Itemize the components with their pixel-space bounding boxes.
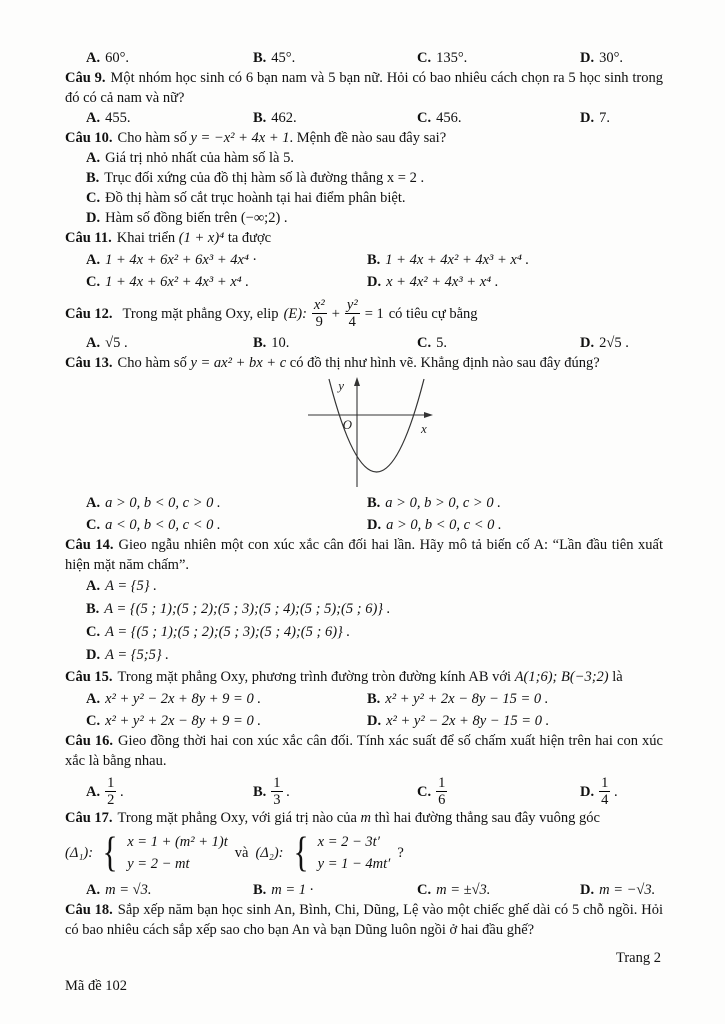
option-letter: C. bbox=[417, 783, 432, 800]
q9-label: Câu 9. bbox=[65, 70, 106, 86]
q17-post: thì hai đường thẳng sau đây vuông góc bbox=[374, 810, 600, 826]
q16-option-b bbox=[253, 775, 417, 808]
fraction-denominator: 6 bbox=[438, 792, 446, 808]
fraction bbox=[271, 775, 282, 808]
option-value: 45°. bbox=[271, 50, 296, 66]
fraction-denominator: 2 bbox=[107, 792, 115, 808]
q15-option-d bbox=[367, 711, 663, 731]
q17-options-row bbox=[86, 880, 663, 900]
option-value: A = {(5 ; 1);(5 ; 2);(5 ; 3);(5 ; 4);(5 ; 6)} . bbox=[105, 624, 351, 640]
q17-m-var: m bbox=[360, 810, 372, 826]
option-letter: D. bbox=[86, 647, 101, 663]
page-number: Trang 2 bbox=[616, 950, 661, 966]
fraction-numerator: x² bbox=[313, 297, 325, 313]
option-value: a > 0, b < 0, c > 0 . bbox=[105, 495, 221, 511]
q9-text bbox=[65, 68, 663, 108]
option-letter: C. bbox=[417, 335, 432, 351]
option-value: x² + y² − 2x + 8y + 9 = 0 . bbox=[105, 691, 261, 707]
delta1-label: (Δ₁): bbox=[65, 845, 94, 861]
option-value: 5. bbox=[436, 335, 447, 351]
q13-pre: Cho hàm số bbox=[117, 355, 187, 371]
q15-option-a bbox=[86, 689, 367, 709]
option-letter: A. bbox=[86, 110, 101, 126]
option-tail: . bbox=[286, 783, 290, 800]
option-letter: B. bbox=[253, 882, 267, 898]
option-value: 10. bbox=[271, 335, 290, 351]
option-letter: A. bbox=[86, 335, 101, 351]
option-letter: B. bbox=[253, 50, 267, 66]
option-value: 1 + 4x + 6x² + 6x³ + 4x⁴ · bbox=[105, 252, 257, 268]
q9-body: Một nhóm học sinh có 6 bạn nam và 5 bạn nữ. Hỏi có bao nhiêu cách chọn ra 5 học sinh trong đó có cả nam và nữ? bbox=[65, 70, 663, 106]
plus-sign: + bbox=[331, 305, 340, 322]
option-value: m = ±√3. bbox=[436, 882, 491, 898]
graph-origin-label: O bbox=[342, 417, 352, 432]
q10-options-list bbox=[65, 148, 663, 228]
q17-pre: Trong mặt phẳng Oxy, với giá trị nào của bbox=[117, 810, 357, 826]
option-letter: D. bbox=[580, 882, 595, 898]
delta1-eq-x: x = 1 + (m² + 1)t bbox=[127, 834, 228, 850]
exam-code: Mã đề 102 bbox=[65, 978, 128, 994]
option-value: 1 + 4x + 6x² + 4x³ + x⁴ . bbox=[105, 274, 249, 290]
q11-option-d bbox=[367, 272, 663, 292]
delta1-equations bbox=[127, 831, 228, 875]
option-letter: B. bbox=[367, 691, 381, 707]
q10-text bbox=[65, 128, 663, 148]
option-letter: A. bbox=[86, 578, 101, 594]
q14-option-d bbox=[86, 644, 663, 667]
option-letter: C. bbox=[417, 882, 432, 898]
q15-label: Câu 15. bbox=[65, 669, 113, 685]
delta2-eq-y: y = 1 − 4mt′ bbox=[317, 856, 391, 872]
q17-option-b bbox=[253, 880, 417, 900]
q8-option-a bbox=[86, 48, 253, 68]
q17-label: Câu 17. bbox=[65, 810, 113, 826]
y-axis-arrow bbox=[354, 377, 360, 386]
question-mark: ? bbox=[397, 845, 404, 861]
option-letter: A. bbox=[86, 882, 101, 898]
delta2-eq-x: x = 2 − 3t′ bbox=[317, 834, 380, 850]
q17-option-d bbox=[580, 880, 663, 900]
q14-body: Gieo ngẫu nhiên một con xúc xắc cân đối hai lần. Hãy mô tả biến cố A: “Lần đầu tiên xuất hiện mặt năm chấm”. bbox=[65, 537, 663, 573]
option-letter: C. bbox=[86, 624, 101, 640]
option-value: m = √3. bbox=[105, 882, 152, 898]
option-value: 7. bbox=[599, 110, 610, 126]
q13-option-d bbox=[367, 515, 663, 535]
q8-option-d bbox=[580, 48, 663, 68]
left-brace: { bbox=[293, 830, 309, 876]
option-value: Đồ thị hàm số cắt trục hoành tại hai điểm phân biệt. bbox=[105, 190, 406, 206]
q14-option-a bbox=[86, 575, 663, 598]
fraction-numerator: 1 bbox=[601, 775, 609, 791]
q10-pre: Cho hàm số bbox=[117, 130, 187, 146]
parabola-graph bbox=[300, 375, 450, 491]
q12-text bbox=[65, 297, 663, 330]
q8-options-row bbox=[86, 48, 663, 68]
option-letter: D. bbox=[86, 210, 101, 226]
option-value: 135°. bbox=[436, 50, 468, 66]
option-value: 1 + 4x + 4x² + 4x³ + x⁴ . bbox=[385, 252, 530, 268]
q13-text bbox=[65, 353, 663, 373]
option-letter: A. bbox=[86, 783, 101, 800]
q14-text bbox=[65, 535, 663, 575]
and-word: và bbox=[234, 845, 249, 861]
q8-option-b bbox=[253, 48, 417, 68]
option-value: a > 0, b < 0, c < 0 . bbox=[386, 517, 502, 533]
q12-pre: Trong mặt phẳng Oxy, elip bbox=[122, 305, 279, 322]
q18-label: Câu 18. bbox=[65, 902, 113, 918]
option-letter: A. bbox=[86, 252, 101, 268]
fraction-numerator: 1 bbox=[438, 775, 446, 791]
option-value: x² + y² + 2x − 8y + 9 = 0 . bbox=[105, 713, 261, 729]
fraction-denominator: 3 bbox=[273, 792, 281, 808]
q15-options-grid bbox=[86, 689, 663, 731]
option-letter: D. bbox=[580, 335, 595, 351]
fraction-numerator: y² bbox=[346, 297, 358, 313]
q16-option-d bbox=[580, 775, 663, 808]
q16-option-c bbox=[417, 775, 580, 808]
fraction bbox=[436, 775, 447, 808]
q14-option-b bbox=[86, 598, 663, 621]
q9-option-a bbox=[86, 108, 253, 128]
q12-option-b bbox=[253, 333, 417, 353]
q9-options-row bbox=[86, 108, 663, 128]
q17-option-a bbox=[86, 880, 253, 900]
q9-option-d bbox=[580, 108, 663, 128]
q11-option-a bbox=[86, 250, 367, 270]
fraction-numerator: 1 bbox=[273, 775, 281, 791]
option-value: A = {5;5} . bbox=[105, 647, 169, 663]
option-value: x² + y² + 2x − 8y − 15 = 0 . bbox=[385, 691, 549, 707]
option-letter: D. bbox=[580, 110, 595, 126]
q15-pre: Trong mặt phẳng Oxy, phương trình đường tròn đường kính AB với bbox=[117, 669, 512, 685]
option-value: Trục đối xứng của đồ thị hàm số là đường thẳng x = 2 . bbox=[104, 170, 425, 186]
q15-option-c bbox=[86, 711, 367, 731]
delta1-eq-y: y = 2 − mt bbox=[127, 856, 190, 872]
option-value: Hàm số đồng biến trên (−∞;2) . bbox=[105, 210, 288, 226]
option-value: 455. bbox=[105, 110, 131, 126]
option-value: 2√5 . bbox=[599, 335, 629, 351]
option-letter: B. bbox=[367, 252, 381, 268]
q12-fraction-2 bbox=[345, 297, 360, 330]
q13-label: Câu 13. bbox=[65, 355, 113, 371]
option-letter: C. bbox=[417, 50, 432, 66]
option-value: a < 0, b < 0, c < 0 . bbox=[105, 517, 221, 533]
q16-option-a bbox=[86, 775, 253, 808]
option-letter: B. bbox=[253, 783, 267, 800]
q13-option-a bbox=[86, 493, 367, 513]
option-value: m = 1 · bbox=[271, 882, 314, 898]
q15-post: là bbox=[612, 669, 623, 685]
option-letter: B. bbox=[253, 110, 267, 126]
graph-y-label: y bbox=[338, 378, 344, 393]
q12-option-d bbox=[580, 333, 663, 353]
option-value: A = {(5 ; 1);(5 ; 2);(5 ; 3);(5 ; 4);(5 ; 5);(5 ; 6)} . bbox=[104, 601, 391, 617]
option-value: m = −√3. bbox=[599, 882, 656, 898]
q12-elip-label: (E): bbox=[283, 305, 307, 322]
q16-body: Gieo đồng thời hai con xúc xắc cân đối. Tính xác suất để số chấm xuất hiện trên hai con xúc xắc là bằng nhau. bbox=[65, 733, 663, 769]
fraction-denominator: 4 bbox=[601, 792, 609, 808]
q12-option-a bbox=[86, 333, 253, 353]
delta2-label: (Δ₂): bbox=[255, 845, 284, 861]
q9-option-c bbox=[417, 108, 580, 128]
q10-post: . Mệnh đề nào sau đây sai? bbox=[289, 130, 447, 146]
option-letter: B. bbox=[253, 335, 267, 351]
option-tail: . bbox=[119, 783, 124, 800]
option-tail: . bbox=[613, 783, 618, 800]
left-brace: { bbox=[102, 830, 118, 876]
fraction bbox=[599, 775, 610, 808]
option-value: x² + y² − 2x + 8y − 15 = 0 . bbox=[386, 713, 550, 729]
q18-text bbox=[65, 900, 663, 940]
option-letter: D. bbox=[367, 274, 382, 290]
q18-body: Sắp xếp năm bạn học sinh An, Bình, Chi, Dũng, Lệ vào một chiếc ghế dài có 5 chỗ ngồi. Hỏi có bao nhiêu cách sắp xếp sao cho bạn An và bạn Dũng luôn ngồi ở hai đầu ghế? bbox=[65, 902, 663, 938]
option-value: a > 0, b > 0, c > 0 . bbox=[385, 495, 501, 511]
q10-option-b bbox=[86, 168, 663, 188]
q13-option-b bbox=[367, 493, 663, 513]
option-value: 30°. bbox=[599, 50, 624, 66]
q8-option-c bbox=[417, 48, 580, 68]
option-letter: C. bbox=[86, 517, 101, 533]
q14-option-c bbox=[86, 621, 663, 644]
q15-text bbox=[65, 667, 663, 687]
q9-option-b bbox=[253, 108, 417, 128]
q15-option-b bbox=[367, 689, 663, 709]
q11-post: ta được bbox=[227, 230, 272, 246]
q12-option-c bbox=[417, 333, 580, 353]
q17-system-of-equations bbox=[65, 831, 663, 875]
q10-option-c bbox=[86, 188, 663, 208]
q11-formula: (1 + x)⁴ bbox=[178, 230, 225, 246]
q12-options-row bbox=[86, 333, 663, 353]
q10-label: Câu 10. bbox=[65, 130, 113, 146]
q15-formula: A(1;6); B(−3;2) bbox=[514, 669, 609, 685]
option-value: 462. bbox=[271, 110, 297, 126]
option-letter: B. bbox=[86, 601, 100, 617]
q11-options-grid bbox=[86, 250, 663, 292]
q10-option-d bbox=[86, 208, 663, 228]
graph-x-label: x bbox=[421, 421, 427, 436]
option-letter: B. bbox=[86, 170, 100, 186]
q12-post: có tiêu cự bằng bbox=[388, 305, 478, 322]
q11-pre: Khai triển bbox=[116, 230, 176, 246]
equals-one: = 1 bbox=[364, 305, 384, 322]
option-letter: B. bbox=[367, 495, 381, 511]
x-axis-arrow bbox=[424, 412, 433, 418]
q11-option-b bbox=[367, 250, 663, 270]
q14-label: Câu 14. bbox=[65, 537, 114, 553]
q17-option-c bbox=[417, 880, 580, 900]
delta2-equations bbox=[318, 831, 391, 875]
q10-formula: y = −x² + 4x + 1 bbox=[190, 130, 290, 146]
option-letter: A. bbox=[86, 495, 101, 511]
fraction bbox=[105, 775, 116, 808]
option-letter: C. bbox=[86, 713, 101, 729]
q16-options-row bbox=[86, 775, 663, 808]
option-letter: C. bbox=[86, 274, 101, 290]
q13-formula: y = ax² + bx + c bbox=[190, 355, 287, 371]
q13-options-grid bbox=[86, 493, 663, 535]
option-letter: D. bbox=[367, 517, 382, 533]
q16-label: Câu 16. bbox=[65, 733, 114, 749]
q14-options-list bbox=[65, 575, 663, 667]
option-letter: A. bbox=[86, 150, 101, 166]
option-letter: D. bbox=[580, 50, 595, 66]
option-letter: A. bbox=[86, 50, 101, 66]
q10-option-a bbox=[86, 148, 663, 168]
fraction-numerator: 1 bbox=[107, 775, 115, 791]
option-value: 456. bbox=[436, 110, 462, 126]
fraction-denominator: 4 bbox=[345, 313, 360, 330]
q16-text bbox=[65, 731, 663, 771]
q11-option-c bbox=[86, 272, 367, 292]
option-letter: C. bbox=[417, 110, 432, 126]
option-value: 60°. bbox=[105, 50, 130, 66]
option-value: x + 4x² + 4x³ + x⁴ . bbox=[386, 274, 499, 290]
option-value: A = {5} . bbox=[105, 578, 157, 594]
q12-label: Câu 12. bbox=[65, 305, 113, 322]
option-value: Giá trị nhỏ nhất của hàm số là 5. bbox=[105, 150, 294, 166]
q17-text bbox=[65, 808, 663, 828]
q13-option-c bbox=[86, 515, 367, 535]
q11-text bbox=[65, 228, 663, 248]
option-letter: D. bbox=[580, 783, 595, 800]
option-letter: C. bbox=[86, 190, 101, 206]
q13-post: có đồ thị như hình vẽ. Khẳng định nào sau đây đúng? bbox=[289, 355, 600, 371]
q11-label: Câu 11. bbox=[65, 230, 112, 246]
fraction-denominator: 9 bbox=[312, 313, 327, 330]
option-letter: D. bbox=[367, 713, 382, 729]
q12-fraction-1 bbox=[312, 297, 327, 330]
option-value: √5 . bbox=[105, 335, 128, 351]
option-letter: A. bbox=[86, 691, 101, 707]
